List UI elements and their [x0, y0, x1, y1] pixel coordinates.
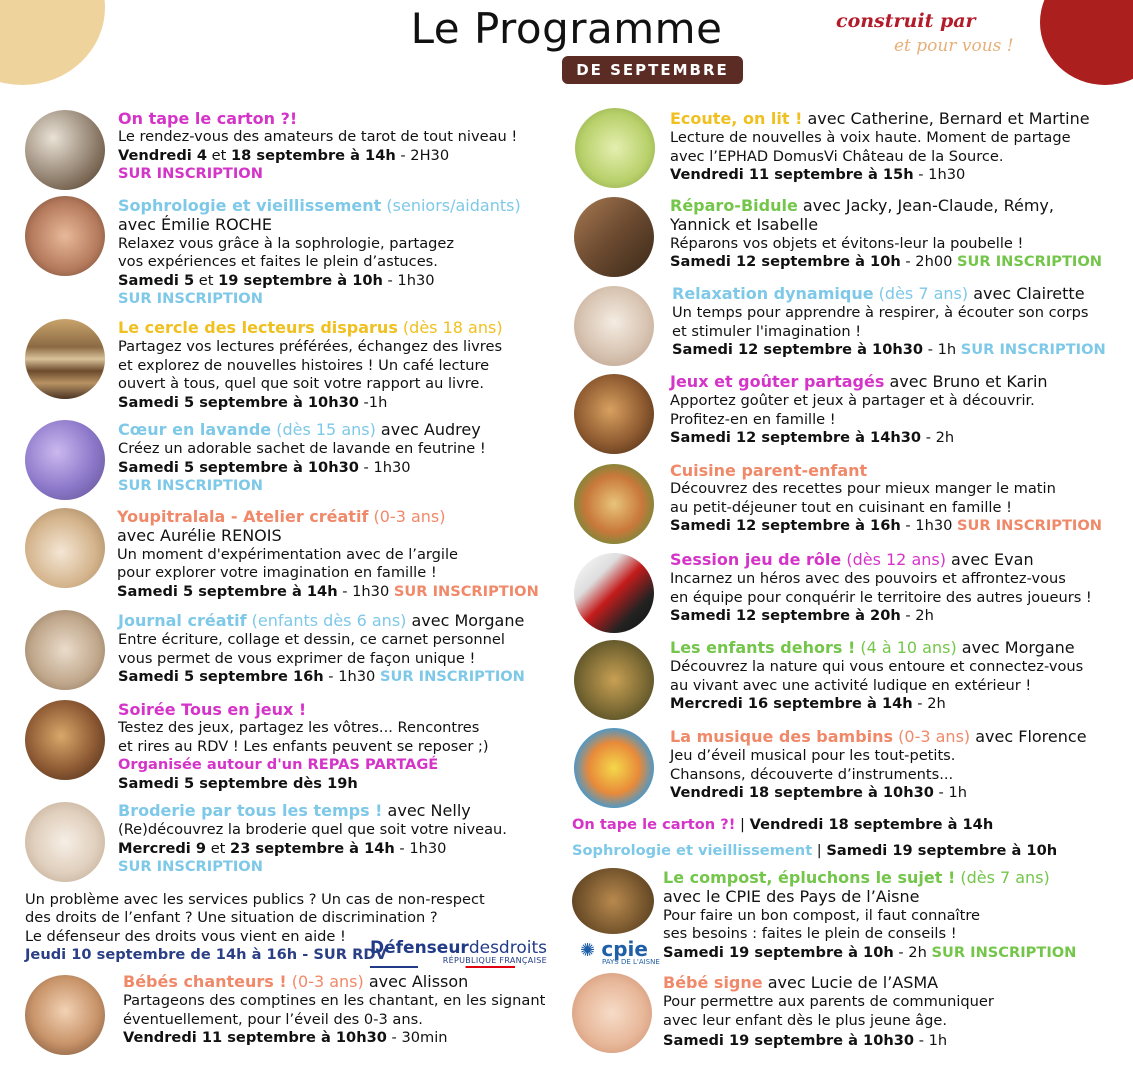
separator: |	[735, 816, 750, 833]
event-tarot	[118, 110, 517, 184]
event-duration: - 2h	[893, 943, 932, 961]
event-enfants-dehors	[670, 639, 1083, 714]
kids-outdoors-photo	[574, 640, 654, 720]
registration-label: SUR INSCRIPTION	[118, 165, 263, 183]
event-jeu-de-role	[670, 551, 1092, 626]
registration-label: SUR INSCRIPTION	[118, 858, 263, 876]
event-date: Samedi 19 septembre à 10h	[826, 842, 1058, 859]
event-description: Découvrez la nature qui vous entoure et connectez-vous	[670, 658, 1084, 676]
event-duration: - 1h	[923, 341, 961, 359]
event-host: avec Clairette	[968, 284, 1085, 303]
event-date: Samedi 12 septembre à 10h30	[672, 341, 924, 359]
event-date: Samedi 5	[118, 271, 195, 289]
event-duration: - 2h	[912, 695, 946, 713]
event-compost	[663, 869, 1076, 962]
event-description: Pour faire un bon compost, il faut connaître	[663, 906, 980, 924]
event-description: Lecture de nouvelles à voix haute. Moment de partage	[670, 129, 1071, 147]
event-description: Partagez vos lectures préférées, échangez des livres	[118, 338, 503, 356]
event-date: Vendredi 18 septembre à 10h30	[670, 784, 934, 802]
game-pieces-photo	[574, 374, 654, 454]
slogan-line-1: construit par	[836, 10, 976, 32]
event-description: au vivant avec une activité ludique en extérieur !	[670, 676, 1032, 694]
page-title: Le Programme	[410, 4, 723, 53]
event-description: Testez des jeux, partagez les vôtres... Rencontres	[118, 719, 480, 737]
event-host: avec Émilie ROCHE	[118, 215, 272, 235]
logo-text: desdroits	[468, 938, 547, 958]
event-title: Réparo-Bidule	[670, 196, 798, 215]
cpie-logo	[580, 937, 660, 966]
event-host: avec Jacky, Jean-Claude, Rémy,	[797, 196, 1054, 215]
books-photo	[25, 319, 105, 399]
event-date: Mercredi 16 septembre à 14h	[670, 695, 913, 713]
event-title: Cœur en lavande	[118, 420, 272, 439]
event-duration: - 1h30	[382, 271, 435, 289]
event-description: ses besoins : faites le plein de conseils !	[663, 925, 957, 943]
event-description: Pour permettre aux parents de communiquer	[663, 993, 994, 1011]
event-date: Samedi 12 septembre à 20h	[670, 607, 901, 625]
event-description: vous permet de vous exprimer de façon unique !	[118, 649, 476, 667]
event-date: Vendredi 18 septembre à 14h	[749, 816, 994, 833]
defenseur-text: Un problème avec les services publics ? Un cas de non-respect	[25, 891, 485, 908]
event-description: vos expériences et faites le plein d’astuces.	[118, 253, 438, 271]
event-date: Mercredi 9	[118, 839, 207, 857]
logo-flag-bar	[370, 966, 515, 968]
event-description: avec l’EPHAD DomusVi Château de la Source.	[670, 147, 1004, 165]
event-duration: - 1h30	[323, 668, 380, 686]
event-journal	[118, 612, 525, 687]
hands-photo	[25, 196, 105, 276]
registration-label: SUR INSCRIPTION	[118, 477, 263, 495]
event-date: 18 septembre à 14h	[231, 146, 396, 164]
event-lavande	[118, 421, 486, 496]
event-jeux-gouter	[670, 373, 1048, 448]
event-duration: - 2h	[921, 429, 955, 447]
event-tag: (dès 12 ans)	[841, 550, 946, 569]
event-youpitralala	[117, 508, 539, 601]
event-date: Samedi 5 septembre 16h	[118, 668, 324, 686]
event-tag: (seniors/aidants)	[381, 196, 521, 215]
event-description: Apportez goûter et jeux à partager et à découvrir.	[670, 392, 1035, 410]
separator: |	[812, 842, 827, 859]
event-description: (Re)découvrez la broderie quel que soit votre niveau.	[118, 821, 507, 839]
event-title: Jeux et goûter partagés	[670, 372, 885, 391]
event-description: éventuellement, pour l’éveil des 0-3 ans.	[123, 1010, 423, 1028]
boardgame-photo	[25, 700, 105, 780]
event-description: Chansons, découverte d’instruments...	[670, 765, 954, 783]
event-tag: (dès 7 ans)	[955, 868, 1050, 887]
tarot-cards-photo	[25, 110, 105, 190]
event-description: Entre écriture, collage et dessin, ce carnet personnel	[118, 631, 505, 649]
defenseur-text: des droits de l’enfant ? Une situation de discrimination ?	[25, 909, 438, 927]
event-relaxation	[672, 285, 1106, 360]
event-reparo	[670, 197, 1102, 272]
event-host: avec Lucie de l’ASMA	[762, 973, 939, 992]
registration-label: SUR INSCRIPTION	[118, 290, 263, 308]
cpie-logo-mark: ✺	[580, 940, 602, 961]
registration-label: SUR INSCRIPTION	[931, 943, 1077, 961]
event-description: et stimuler l'imagination !	[672, 322, 862, 340]
reading-illustration	[575, 108, 655, 188]
event-duration: - 1h	[914, 1032, 948, 1050]
event-host: avec Evan	[945, 550, 1034, 569]
event-host: avec Nelly	[382, 801, 471, 820]
event-description: et explorez de nouvelles histoires ! Un café lecture	[118, 356, 490, 374]
event-title: Relaxation dynamique	[672, 284, 874, 303]
logo-subtext: PAYS DE L'AISNE	[602, 958, 660, 966]
event-title: On tape le carton ?!	[118, 109, 298, 128]
event-duration: - 1h30	[900, 517, 958, 535]
event-description: Relaxez vous grâce à la sophrologie, partagez	[118, 234, 455, 252]
slogan-line-2: et pour vous !	[894, 36, 1014, 56]
event-date: Samedi 5 septembre dès 19h	[118, 774, 358, 792]
event-description: Un moment d'expérimentation avec de l’argile	[117, 545, 458, 563]
event-title: Les enfants dehors !	[670, 638, 856, 657]
event-date: Samedi 19 septembre à 10h30	[663, 1032, 915, 1050]
event-date: Samedi 12 septembre à 10h	[670, 253, 901, 271]
registration-label: SUR INSCRIPTION	[393, 582, 539, 600]
event-description: Le rendez-vous des amateurs de tarot de tout niveau !	[118, 128, 518, 146]
registration-label: SUR INSCRIPTION	[957, 253, 1102, 271]
event-duration: - 30min	[386, 1029, 448, 1047]
compost-photo	[572, 868, 654, 934]
event-description: Réparons vos objets et évitons-leur la poubelle !	[670, 234, 1024, 252]
event-description: ouvert à tous, quel que soit votre rapport au livre.	[118, 375, 484, 393]
registration-label: SUR INSCRIPTION	[957, 517, 1102, 535]
event-description: avec leur enfant dès le plus jeune âge.	[663, 1011, 948, 1029]
repeat-event-sophrologie	[572, 842, 1057, 859]
registration-label: SUR INSCRIPTION	[379, 668, 525, 686]
event-tag: (0-3 ans)	[893, 727, 971, 746]
food-photo	[574, 464, 654, 544]
event-host: Yannick et Isabelle	[670, 215, 819, 235]
event-tag: (dès 7 ans)	[873, 284, 969, 303]
event-title: On tape le carton ?!	[572, 816, 736, 833]
event-title: Soirée Tous en jeux !	[118, 700, 307, 719]
registration-label: SUR INSCRIPTION	[960, 341, 1106, 359]
event-description: et rires au RDV ! Les enfants peuvent se reposer ;)	[118, 737, 489, 755]
event-title: Session jeu de rôle	[670, 550, 842, 569]
logo-text: cpie	[601, 937, 648, 961]
defenseur-des-droits-logo	[370, 938, 547, 968]
instruments-photo	[574, 728, 654, 808]
event-host: avec Aurélie RENOIS	[117, 526, 282, 546]
event-duration: - 2h00	[900, 253, 958, 271]
date-separator: et	[206, 839, 231, 857]
event-description: au petit-déjeuner tout en cuisinant en famille !	[670, 498, 1012, 516]
event-broderie	[118, 802, 507, 877]
event-duration: - 1h30	[358, 458, 411, 476]
event-title: Journal créatif	[118, 611, 247, 630]
event-description: Créez un adorable sachet de lavande en feutrine !	[118, 440, 486, 458]
event-date: Samedi 5 septembre à 14h	[117, 582, 338, 600]
event-date: Samedi 5 septembre à 10h30	[118, 458, 359, 476]
event-duration: - 2h	[900, 607, 934, 625]
event-tag: (0-3 ans)	[368, 507, 446, 526]
journal-photo	[25, 610, 105, 690]
baby-hands-photo	[572, 973, 652, 1053]
event-title: Sophrologie et vieillissement	[118, 196, 382, 215]
event-title: Bébés chanteurs !	[123, 972, 287, 991]
event-title: La musique des bambins	[670, 727, 894, 746]
event-date: Vendredi 4	[118, 146, 208, 164]
event-title: Ecoute, on lit !	[670, 109, 803, 128]
event-lecteurs	[118, 319, 503, 412]
event-tag: (0-3 ans)	[286, 972, 364, 991]
parent-baby-photo	[25, 975, 105, 1055]
repeat-event-tarot	[572, 816, 993, 833]
event-host: avec Florence	[970, 727, 1087, 746]
event-title: Cuisine parent-enfant	[670, 461, 868, 480]
date-separator: et	[194, 271, 219, 289]
event-description: Un temps pour apprendre à respirer, à écouter son corps	[672, 304, 1089, 322]
event-date: Samedi 12 septembre à 14h30	[670, 429, 922, 447]
date-separator: et	[207, 146, 231, 164]
clay-photo	[25, 508, 105, 588]
event-description: pour explorer votre imagination en famille !	[117, 564, 437, 582]
event-note: Organisée autour d'un REPAS PARTAGÉ	[118, 756, 439, 774]
event-title: Le cercle des lecteurs disparus	[118, 318, 398, 337]
event-date: 23 septembre à 14h	[230, 839, 395, 857]
event-description: Incarnez un héros avec des pouvoirs et affrontez-vous	[670, 570, 1066, 588]
lavender-photo	[25, 420, 105, 500]
event-title: Sophrologie et vieillissement	[572, 842, 813, 859]
event-ecoute	[670, 110, 1090, 185]
child-meditation-photo	[574, 286, 654, 366]
event-duration: -1h	[358, 393, 388, 411]
event-date: Samedi 12 septembre à 16h	[670, 517, 901, 535]
event-title: Broderie par tous les temps !	[118, 801, 383, 820]
event-description: Jeu d’éveil musical pour les tout-petits.	[670, 747, 956, 765]
event-title: Bébé signe	[663, 973, 763, 992]
event-sophrologie	[118, 197, 521, 308]
defenseur-date: Jeudi 10 septembre de 14h à 16h - SUR RDV	[25, 946, 387, 964]
event-tag: (enfants dès 6 ans)	[246, 611, 407, 630]
event-bebe-signe	[663, 974, 994, 1051]
event-duration: - 1h30	[394, 839, 447, 857]
event-description: Découvrez des recettes pour mieux manger le matin	[670, 480, 1056, 498]
event-host: avec Audrey	[375, 420, 481, 439]
event-host: avec Bruno et Karin	[884, 372, 1048, 391]
event-title: Le compost, épluchons le sujet !	[663, 868, 956, 887]
logo-text: Défenseur	[370, 938, 469, 958]
embroidery-photo	[25, 802, 105, 882]
event-duration: - 2H30	[395, 146, 450, 164]
event-title: Youpitralala - Atelier créatif	[117, 507, 369, 526]
event-host: avec Morgane	[406, 611, 525, 630]
defenseur-text: Le défenseur des droits vous vient en aide !	[25, 927, 346, 945]
event-date: Samedi 19 septembre à 10h	[663, 943, 894, 961]
event-tag: (4 à 10 ans)	[855, 638, 957, 657]
event-host: avec Alisson	[363, 972, 469, 991]
event-cuisine	[670, 462, 1102, 536]
event-host: avec le CPIE des Pays de l’Aisne	[663, 887, 920, 907]
event-soiree	[118, 701, 489, 793]
event-tag: (dès 15 ans)	[271, 420, 376, 439]
tools-photo	[574, 197, 654, 277]
event-date: 19 septembre à 10h	[218, 271, 383, 289]
event-date: Vendredi 11 septembre à 15h	[670, 166, 914, 184]
event-duration: - 1h30	[337, 582, 394, 600]
event-musique	[670, 728, 1087, 803]
event-host: avec Morgane	[956, 638, 1075, 657]
event-duration: - 1h30	[913, 166, 966, 184]
event-description: Partageons des comptines en les chantant, en les signant	[123, 992, 546, 1010]
event-host: avec Catherine, Bernard et Martine	[802, 109, 1090, 128]
logo-subtext: RÉPUBLIQUE FRANÇAISE	[442, 956, 547, 965]
page-subtitle-badge: DE SEPTEMBRE	[562, 56, 743, 84]
event-description: Profitez-en en famille !	[670, 410, 836, 428]
event-duration: - 1h	[933, 784, 968, 802]
roleplay-illustration	[574, 553, 654, 633]
event-tag: (dès 18 ans)	[397, 318, 503, 337]
event-bebes-chanteurs	[123, 973, 545, 1048]
event-date: Vendredi 11 septembre à 10h30	[123, 1029, 387, 1047]
event-date: Samedi 5 septembre à 10h30	[118, 393, 359, 411]
event-description: en équipe pour conquérir le territoire des autres joueurs !	[670, 588, 1092, 606]
